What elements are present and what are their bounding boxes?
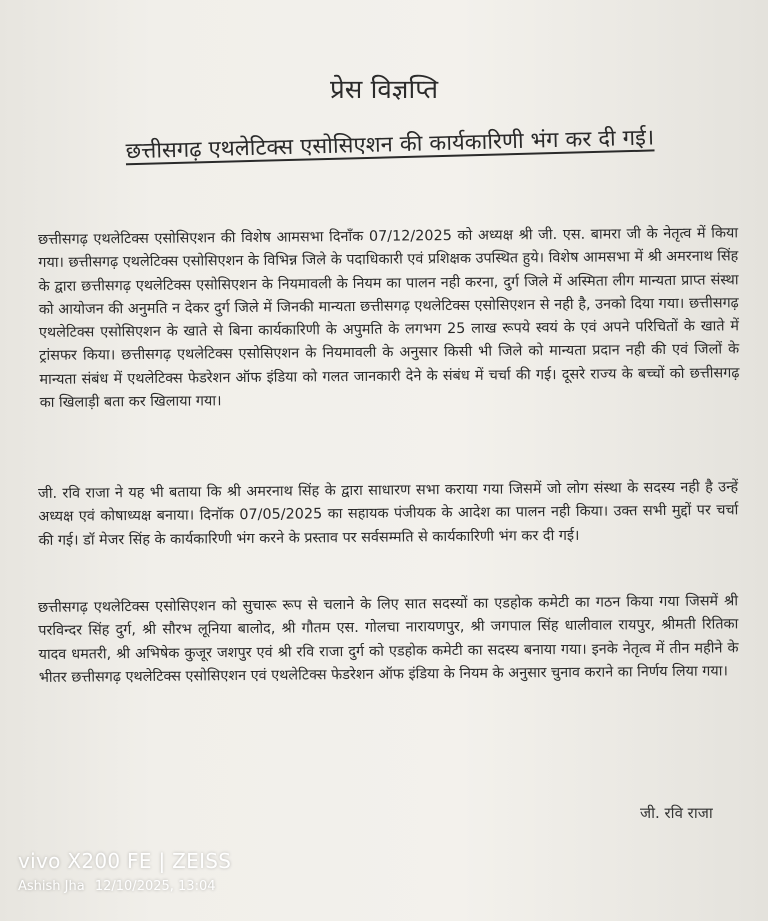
paragraph-3: छत्तीसगढ़ एथलेटिक्स एसोसिएशन को सुचारू रूप से चलाने के लिए सात सदस्यों का एडहोक कमेटी का गठन किया गया जिसमें श्री परविन्दर सिंह दुर्ग, श्री सौरभ लूनिया बालोद, श्री गौतम एस. गोलचा नारायणपुर, श्री जगपाल सिंह धालीवाल रायपुर, श्रीमती रितिका यादव धमतरी, श्री अभिषेक कुजूर जशपुर एवं श्री रवि राजा दुर्ग को एडहोक कमेटी का सदस्य बनाया गया। इनके नेतृत्व में तीन महीने के भीतर छत्तीसगढ़ एथलेटिक्स एसोसिएशन एवं एथलेटिक्स फेडरेशन ऑफ इंडिया के नियम के अनुसार चुनाव कराने का निर्णय लिया गया। — [38, 593, 739, 686]
photo-meta-watermark — [18, 879, 222, 894]
paragraph-1: छत्तीसगढ़ एथलेटिक्स एसोसिएशन की विशेष आमसभा दिनाँक 07/12/2025 को अध्यक्ष श्री जी. एस. बामरा जी के नेतृत्व में किया गया। छत्तीसगढ़ एथलेटिक्स एसोसिएशन के विभिन्न जिले के पदाधिकारी एवं प्रशिक्षक उपस्थित हुये। विशेष आमसभा में श्री अमरनाथ सिंह के द्वारा छत्तीसगढ़ एथलेटिक्स एसोसिएशन के नियमावली के नियम का पालन नही करना, दुर्ग जिले में अस्मिता लीग मान्यता प्राप्त संस्था को आयोजन की अनुमति न देकर दुर्ग जिले में जिनकी मान्यता छत्तीसगढ़ एथलेटिक्स एसोसिएशन से नही है, उनको दिया गया। छत्तीसगढ़ एथलेटिक्स एसोसिएशन के खाते से बिना कार्यकारिणी के अपुमति के लगभग 25 लाख रूपये स्वयं के एवं अपने परिचितों के खाते में ट्रांसफर किया। छत्तीसगढ़ एथलेटिक्स एसोसिएशन के नियमावली के अनुसार किसी भी जिले को मान्यता प्रदान नही की एवं जिलों के मान्यता संबंध में एथलेटिक्स फेडरेशन ऑफ इंडिया को गलत जानकारी देने के संबंध में चर्चा की गई। दूसरे राज्य के बच्चों को छत्तीसगढ़ का खिलाड़ी बता कर खिलाया गया। — [38, 225, 740, 412]
document-subheading-text: छत्तीसगढ़ एथलेटिक्स एसोसिएशन की कार्यकारिणी भंग कर दी गई। — [125, 125, 655, 165]
photo-datetime: 12/10/2025, 13:04 — [94, 879, 216, 894]
signature-name: जी. रवि राजा — [640, 804, 713, 822]
paragraph-2: जी. रवि राजा ने यह भी बताया कि श्री अमरनाथ सिंह के द्वारा साधारण सभा कराया गया जिसमें जो लोग संस्था के सदस्य नही है उन्हें अध्यक्ष एवं कोषाध्यक्ष बनाया। दिनॉक 07/05/2025 का सहायक पंजीयक के आदेश का पालन नही किया। उक्त सभी मुद्दों पर चर्चा की गई। डॉ मेजर सिंह के कार्यकारिणी भंग करने के प्रस्ताव पर सर्वसम्मति से कार्यकारिणी भंग कर दी गई। — [38, 479, 739, 549]
camera-watermark: vivo X200 FE | ZEISS — [18, 849, 232, 873]
photo-author: Ashish Jha — [18, 879, 85, 894]
document-heading: प्रेस विज्ञप्ति — [329, 75, 439, 105]
document-subheading — [60, 120, 721, 167]
